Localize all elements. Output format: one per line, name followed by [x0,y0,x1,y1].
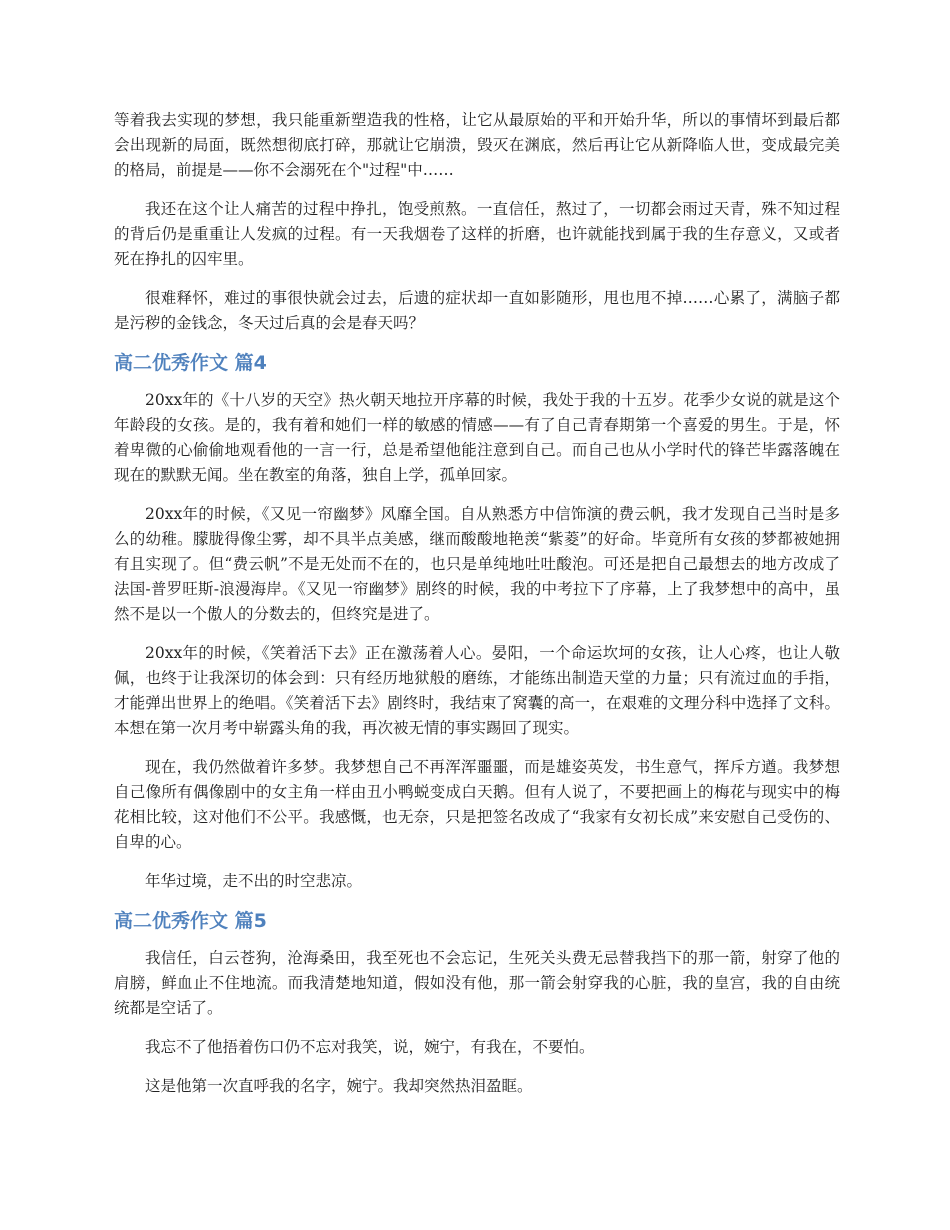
paragraph: 年华过境，走不出的时空悲凉。 [145,872,363,890]
paragraph: 这是他第一次直呼我的名字，婉宁。我却突然热泪盈眶。 [145,1077,533,1095]
paragraph: 我还在这个让人痛苦的过程中挣扎，饱受煎熬。一直信任，熬过了，一切都会雨过天青，殊不知过程的背后仍是重重让人发疯的过程。有一天我烟卷了这样的折磨，也许就能找到属于我的生存意义，又或者死在挣扎的囚牢里。 [114,200,840,268]
paragraph: 现在，我仍然做着许多梦。我梦想自己不再浑浑噩噩，而是雄姿英发，书生意气，挥斥方遒。我梦想自己像所有偶像剧中的女主角一样由丑小鸭蜕变成白天鹅。但有人说了，不要把画上的梅花与现实中的梅花相比较，这对他们不公平。我感慨，也无奈，只是把签名改成了“我家有女初长成”来安慰自己受伤的、自卑的心。 [114,758,840,851]
section-heading-5: 高二优秀作文 篇5 [114,910,267,932]
section-heading-4: 高二优秀作文 篇4 [114,352,267,374]
article-body [114,108,840,1113]
paragraph: 我信任，白云苍狗，沧海桑田，我至死也不会忘记，生死关头费无忌替我挡下的那一箭，射穿了他的肩膀，鲜血止不住地流。而我清楚地知道，假如没有他，那一箭会射穿我的心脏，我的皇宫，我的自由统统都是空话了。 [114,949,840,1017]
paragraph: 20xx年的时候，《笑着活下去》正在激荡着人心。晏阳，一个命运坎坷的女孩，让人心疼，也让人敬佩，也终于让我深切的体会到：只有经历地狱般的磨练，才能练出制造天堂的力量；只有流过血的手指，才能弹出世界上的绝唱。《笑着活下去》剧终时，我结束了窝囊的高一，在艰难的文理分科中选择了文科。本想在第一次月考中崭露头角的我，再次被无情的事实踢回了现实。 [114,644,840,737]
paragraph: 20xx年的《十八岁的天空》热火朝天地拉开序幕的时候，我处于我的十五岁。花季少女说的就是这个年龄段的女孩。是的，我有着和她们一样的敏感的情感——有了自己青春期第一个喜爱的男生。于是，怀着卑微的心偷偷地观看他的一言一行，总是希望他能注意到自己。而自己也从小学时代的锋芒毕露落魄在现在的默默无闻。坐在教室的角落，独自上学，孤单回家。 [114,391,840,484]
paragraph: 等着我去实现的梦想，我只能重新塑造我的性格，让它从最原始的平和开始升华，所以的事情坏到最后都会出现新的局面，既然想彻底打碎，那就让它崩溃，毁灭在渊底，然后再让它从新降临人世，变成最完美的格局，前提是——你不会溺死在个"过程"中…… [114,111,840,179]
paragraph: 我忘不了他捂着伤口仍不忘对我笑，说，婉宁，有我在，不要怕。 [145,1038,595,1056]
paragraph: 很难释怀，难过的事很快就会过去，后遗的症状却一直如影随形，甩也甩不掉……心累了，满脑子都是污秽的金钱念，冬天过后真的会是春天吗？ [114,289,840,332]
paragraph: 20xx年的时候，《又见一帘幽梦》风靡全国。自从熟悉方中信饰演的费云帆，我才发现自己当时是多么的幼稚。朦胧得像尘雾，却不具半点美感，继而酸酸地艳羡“紫菱”的好命。毕竟所有女孩的梦都被她拥有且实现了。但“费云帆”不是无处而不在的，也只是单纯地吐吐酸泡。可还是把自己最想去的地方改成了法国-普罗旺斯-浪漫海岸。《又见一帘幽梦》剧终的时候，我的中考拉下了序幕，上了我梦想中的高中，虽然不是以一个傲人的分数去的，但终究是进了。 [114,505,840,623]
